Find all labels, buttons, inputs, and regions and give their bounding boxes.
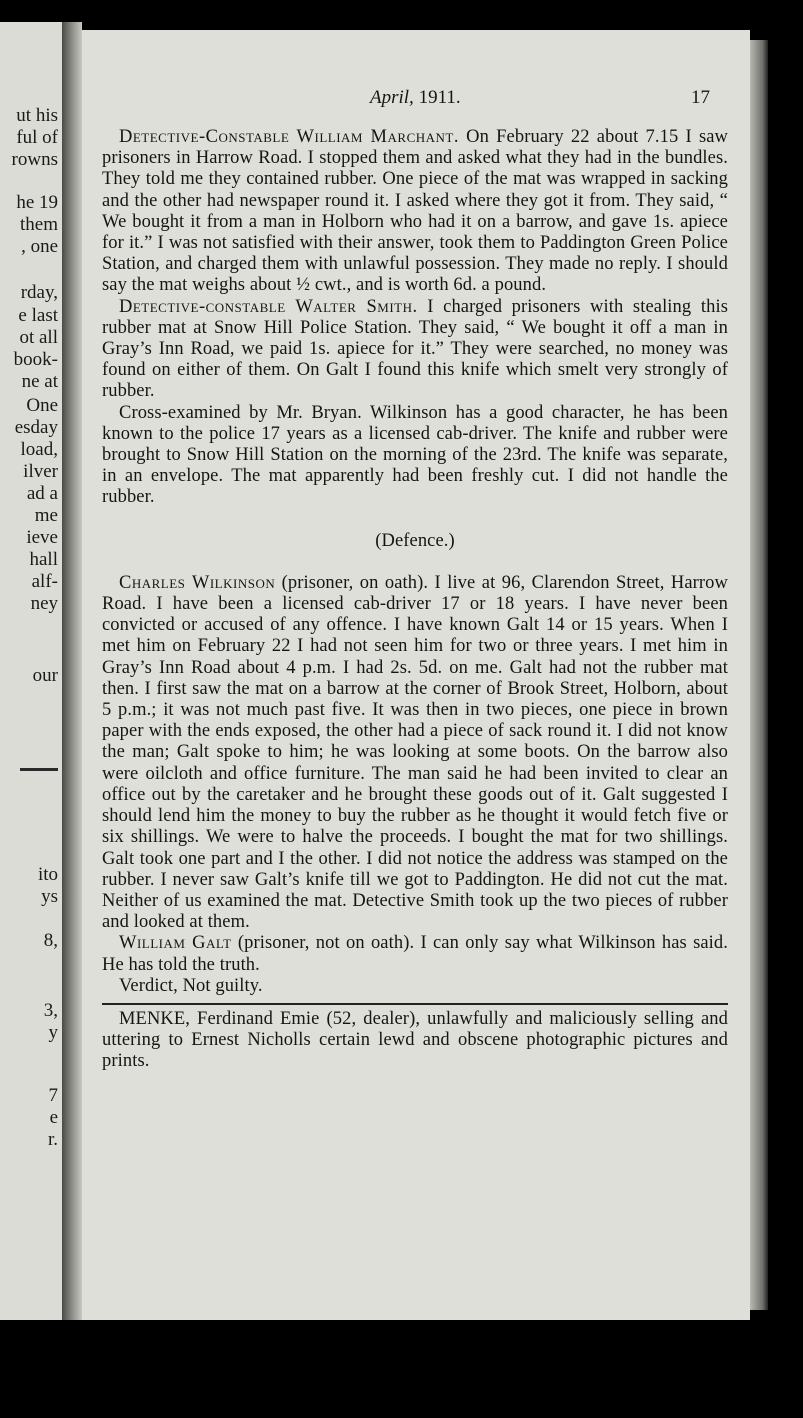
witness-name: Detective-Constable William Marchant.: [119, 127, 459, 147]
section-divider: [102, 1003, 728, 1005]
facing-page-line: hall: [29, 549, 58, 570]
facing-page-line: alf-: [31, 571, 58, 592]
paragraph-galt-statement: William Galt (prisoner, not on oath). I can only say what Wilkinson has said. He has told the truth.: [102, 933, 729, 975]
witness-name: Detective-constable Walter Smith.: [119, 296, 418, 317]
facing-page-line: , one: [21, 236, 58, 257]
page-number: 17: [691, 87, 710, 108]
prisoner-name: Charles Wilkinson: [119, 572, 276, 593]
facing-page-line: ful of: [16, 127, 58, 148]
facing-page-fragment: [0, 22, 64, 1322]
facing-page-rule: [20, 768, 58, 771]
facing-page-line: y: [48, 1022, 58, 1043]
book-page: [82, 30, 750, 1320]
running-title: April, 1911.: [370, 87, 461, 108]
facing-page-line: ad a: [26, 483, 58, 504]
facing-page-line: 8,: [43, 930, 58, 951]
running-head: [82, 87, 750, 113]
facing-page-line: 7: [48, 1085, 58, 1106]
facing-page-line: esday: [14, 417, 58, 438]
facing-page-line: 3,: [43, 1000, 58, 1021]
facing-page-line: ieve: [26, 527, 58, 548]
facing-page-line: r.: [47, 1129, 58, 1150]
paragraph-cross-examination: Cross-examined by Mr. Bryan. Wilkinson has a good character, he has been known to the police 17 years as a licensed cab-driver. The knife and rubber were brought to Snow Hill Station on the morning of the 23rd. The knife was separate, in an envelope. The mat apparently had been freshly cut. I did not handle the rubber.: [102, 402, 728, 508]
facing-page-line: them: [20, 214, 58, 235]
facing-page-line: ot all: [19, 327, 58, 348]
facing-page-line: ne at: [21, 371, 58, 392]
facing-page-line: rday,: [20, 282, 58, 303]
facing-page-line: ney: [30, 593, 58, 614]
facing-page-line: rowns: [11, 149, 58, 170]
page-text: [102, 127, 728, 1073]
paragraph-menke-case: MENKE, Ferdinand Emie (52, dealer), unlawfully and maliciously selling and uttering to Ernest Nicholls certain lewd and obscene photographic pictures and prints.: [102, 1008, 728, 1072]
book-gutter: [62, 22, 82, 1322]
facing-page-line: he 19: [16, 192, 58, 213]
facing-page-line: ilver: [23, 461, 58, 482]
facing-page-line: One: [26, 395, 58, 416]
background-band: [0, 1320, 803, 1418]
facing-page-line: e last: [18, 305, 58, 326]
facing-page-line: ut his: [16, 105, 58, 126]
page-edge-shadow: [750, 40, 768, 1310]
verdict-line: Verdict, Not guilty.: [119, 975, 263, 996]
facing-page-line: me: [34, 505, 58, 526]
paragraph-smith-testimony: Detective-constable Walter Smith. I charged prisoners with stealing this rubber mat at Snow Hill Police Station. They said, “ We bought it off a man in Gray’s Inn Road, we paid 1s. apiece for it.” They were searched, no money was found on either of them. On Galt I found this knife which smelt very strongly of rubber.: [102, 296, 728, 402]
defence-heading: (Defence.): [375, 530, 455, 551]
paragraph-marchant-testimony: Detective-Constable William Marchant. On February 22 about 7.15 I saw prisoners in Harrow Road. I stopped them and asked what they had in the bundles. They told me they contained rubber. One piece of the mat was wrapped in sacking and the other had newspaper round it. I asked where they got it from. They said, “ We bought it from a man in Holborn who had it on a barrow, and gave 1s. apiece for it.” I was not satisfied with their answer, took them to Paddington Green Police Station, and charged them with unlawful possession. They made no reply. I should say the mat weighs about ½ cwt., and is worth 6d. a pound.: [102, 127, 729, 296]
facing-page-line: our: [32, 665, 58, 686]
paragraph-wilkinson-testimony: Charles Wilkinson (prisoner, on oath). I live at 96, Clarendon Street, Harrow Road. I have been a licensed cab-driver 17 or 18 years. I have never been convicted or accused of any offence. I have known Galt 14 or 15 years. When I met him on February 22 I had not seen him for two or three years. I met him in Gray’s Inn Road about 4 p.m. I had 2s. 5d. on me. Galt had not the rubber mat then. I first saw the mat on a barrow at the corner of Brook Street, Holborn, about 5 p.m.; it was not much past five. It was then in two pieces, one piece in brown paper with the ends exposed, the other had a piece of sack round it. I did not know the man; Galt spoke to him; he was looking at some boots. On the barrow also were oilcloth and office furniture. The man said he had been invited to clear an office out by the caretaker and he brought these goods out of it. Galt suggested I should lend him the money to buy the rubber as he thought it would fetch five or six shillings. We were to halve the proceeds. I bought the mat for two shillings. Galt took one part and I the other. I did not notice the address was stamped on the rubber. I never saw Galt’s knife till we got to Paddington. He did not cut the mat. Neither of us examined the mat. Detective Smith took up the two pieces of rubber and looked at them.: [102, 572, 728, 933]
facing-page-line: load,: [20, 439, 58, 460]
facing-page-line: ys: [41, 886, 58, 907]
facing-page-line: e: [49, 1107, 58, 1128]
facing-page-line: ito: [37, 864, 58, 885]
facing-page-line: book-: [13, 349, 58, 370]
prisoner-name: William Galt: [119, 933, 232, 954]
